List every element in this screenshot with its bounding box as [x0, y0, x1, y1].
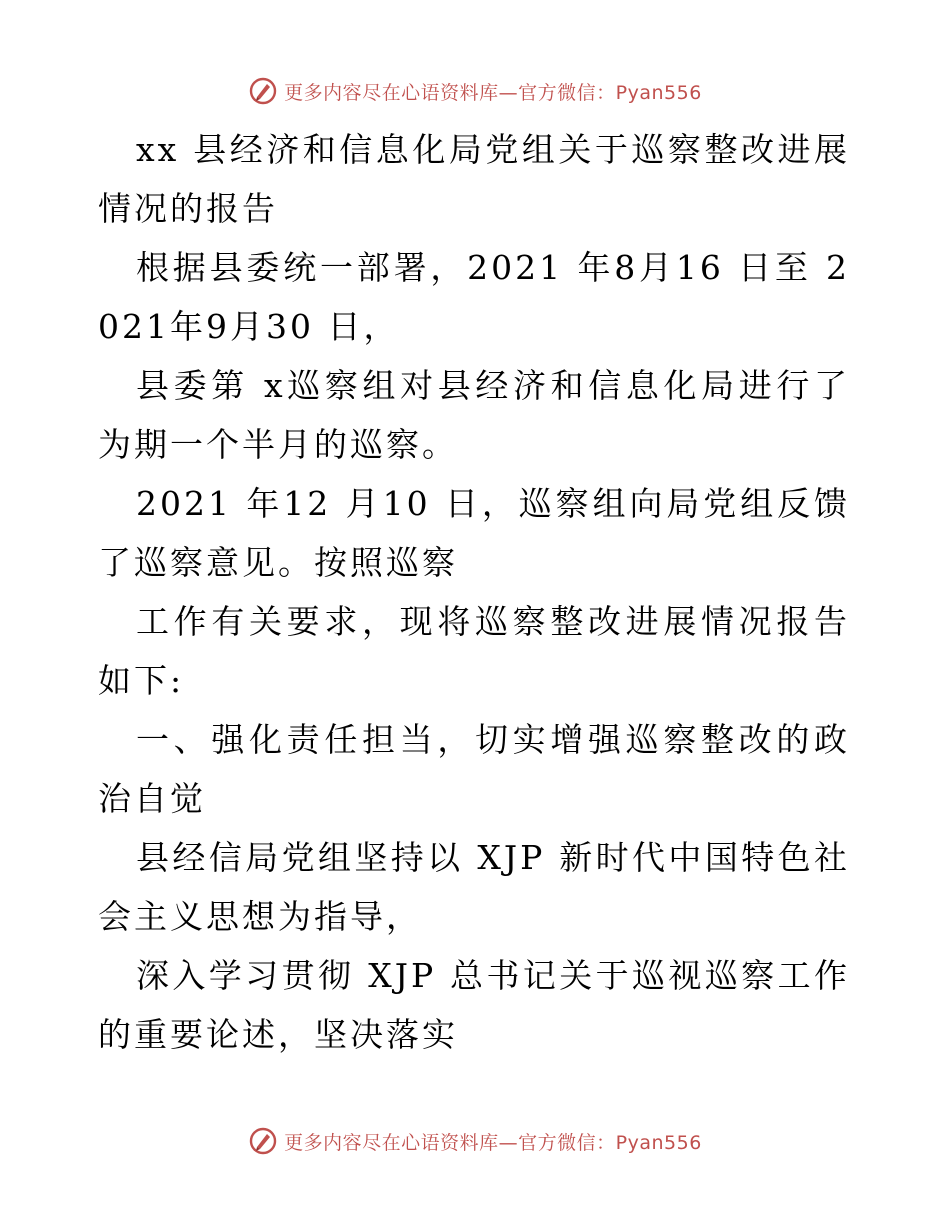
- section-heading-1: 一、强化责任担当，切实增强巡察整改的政治自觉: [98, 720, 850, 818]
- paragraph-4: 工作有关要求，现将巡察整改进展情况报告如下:: [98, 602, 850, 700]
- paragraph-6: 深入学习贯彻 XJP 总书记关于巡视巡察工作的重要论述，坚决落实: [98, 956, 850, 1054]
- paragraph-3: 2021 年12 月10 日，巡察组向局党组反馈了巡察意见。按照巡察: [98, 484, 850, 582]
- paragraph-2: 县委第 x巡察组对县经济和信息化局进行了为期一个半月的巡察。: [98, 366, 850, 464]
- header-watermark: [0, 71, 950, 111]
- pen-logo-icon: [248, 76, 278, 106]
- watermark-text: 更多内容尽在心语资料库—官方微信：Pyan556: [284, 81, 702, 104]
- document-body: [98, 120, 850, 1064]
- footer-watermark: [0, 1121, 950, 1161]
- document-title: xx 县经济和信息化局党组关于巡察整改进展情况的报告: [98, 130, 850, 228]
- pen-logo-icon: [248, 1126, 278, 1156]
- watermark-text: 更多内容尽在心语资料库—官方微信：Pyan556: [284, 1131, 702, 1154]
- paragraph-5: 县经信局党组坚持以 XJP 新时代中国特色社会主义思想为指导，: [98, 838, 850, 936]
- paragraph-1: 根据县委统一部署，2021 年8月16 日至 2021年9月30 日，: [98, 248, 850, 346]
